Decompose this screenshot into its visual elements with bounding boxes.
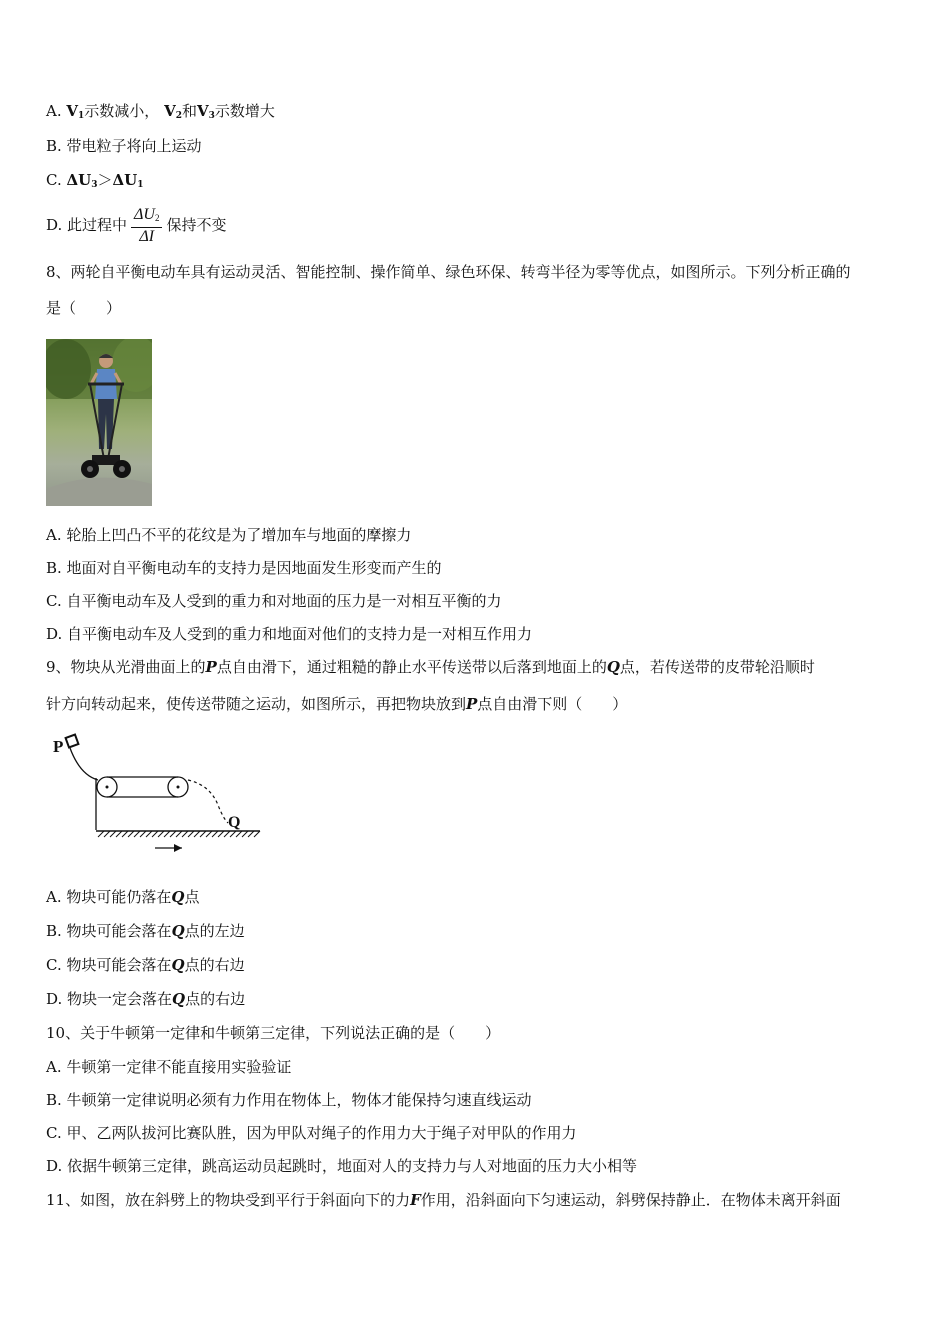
q10-option-d: D. 依据牛顿第三定律，跳高运动员起跳时，地面对人的支持力与人对地面的压力大小相等: [46, 1157, 638, 1175]
q8-option-c: C. 自平衡电动车及人受到的重力和对地面的压力是一对相互平衡的力: [46, 592, 502, 610]
q9-option-d: D. 物块一定会落在Q点的右边: [46, 990, 246, 1008]
block-icon: [66, 735, 79, 748]
q10-option-b: B. 牛顿第一定律说明必须有力作用在物体上，物体才能保持匀速直线运动: [46, 1091, 532, 1109]
q10-option-c: C. 甲、乙两队拔河比赛队胜，因为甲队对绳子的作用力大于绳子对甲队的作用力: [46, 1124, 577, 1142]
q9-option-c: C. 物块可能会落在Q点的右边: [46, 956, 245, 974]
q7-option-b: B. 带电粒子将向上运动: [46, 137, 202, 155]
segway-rider-illustration: [46, 339, 152, 506]
smooth-curve: [70, 748, 98, 780]
delta-u-over-delta-i-fraction: $\frac{\Delta U_2}{\Delta I}$: [131, 206, 162, 246]
q8-option-d: D. 自平衡电动车及人受到的重力和地面对他们的支持力是一对相互作用力: [46, 625, 533, 643]
q9-option-a: A. 物块可能仍落在Q点: [46, 888, 200, 906]
right-pulley-axle: [177, 786, 180, 789]
point-q-label: Q: [228, 814, 241, 831]
q8-stem-line1: 8、两轮自平衡电动车具有运动灵活、智能控制、操作简单、绿色环保、转弯半径为零等优点，如图所示。下列分析正确的: [46, 263, 851, 281]
point-p-label: P: [53, 737, 64, 756]
q9-stem-line2: 针方向转动起来，使传送带随之运动，如图所示，再把物块放到P点自由滑下则（ ）: [46, 695, 628, 713]
q10-stem: 10、关于牛顿第一定律和牛顿第三定律，下列说法正确的是（ ）: [46, 1024, 501, 1042]
q7-option-a: A. $V_1$示数减小， $V_2$和$V_3$示数增大: [46, 102, 275, 121]
direction-arrow-head: [174, 844, 182, 852]
q7-option-d: D. 此过程中 $\frac{\Delta U_2}{\Delta I}$ 保持不变: [46, 206, 227, 245]
conveyor-belt-diagram: [50, 730, 265, 860]
q10-option-a: A. 牛顿第一定律不能直接用实验验证: [46, 1058, 292, 1076]
q7-option-c: C. $\Delta U_3>\Delta U_1$: [46, 171, 144, 190]
q9-stem-line1: 9、物块从光滑曲面上的P点自由滑下，通过粗糙的静止水平传送带以后落到地面上的Q点，若传送带的皮带轮沿顺时: [46, 658, 815, 676]
q9-option-b: B. 物块可能会落在Q点的左边: [46, 922, 245, 940]
left-pulley-axle: [106, 786, 109, 789]
q8-option-b: B. 地面对自平衡电动车的支持力是因地面发生形变而产生的: [46, 559, 442, 577]
trajectory-dashed: [188, 780, 228, 823]
q8-option-a: A. 轮胎上凹凸不平的花纹是为了增加车与地面的摩擦力: [46, 526, 412, 544]
q8-stem-line2: 是（ ）: [46, 299, 122, 317]
q11-stem: 11、如图，放在斜劈上的物块受到平行于斜面向下的力F作用，沿斜面向下匀速运动，斜劈保持静止．在物体未离开斜面: [46, 1191, 841, 1209]
ground-hatching: [98, 831, 260, 837]
segway-rider-photo: [46, 339, 152, 506]
